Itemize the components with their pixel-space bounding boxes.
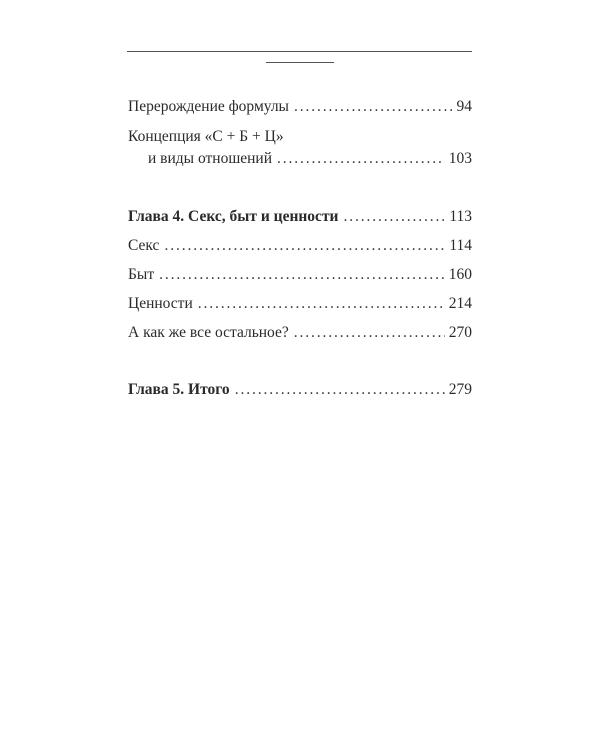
toc-page-number: 279	[448, 381, 472, 398]
toc-entry	[128, 264, 472, 286]
toc-page-number: 103	[448, 150, 472, 167]
toc-entry-title: Секс	[128, 237, 160, 254]
toc-page-number: 214	[448, 295, 472, 312]
dot-leader	[294, 322, 445, 344]
toc-page-number: 160	[448, 266, 472, 283]
toc-page-number: 114	[449, 237, 472, 254]
dot-leader	[294, 96, 453, 118]
toc-entry	[128, 293, 472, 315]
dot-leader	[164, 235, 445, 257]
dot-leader	[343, 206, 445, 228]
toc-chapter-entry	[128, 379, 472, 401]
toc-entry	[128, 96, 472, 118]
toc-chapter-title: Глава 4. Секс, быт и ценности	[128, 208, 339, 225]
header-short-rule	[266, 62, 334, 63]
header-rule	[127, 51, 472, 52]
toc-entry-title: Концепция «С + Б + Ц»	[128, 128, 284, 145]
dot-leader	[277, 148, 445, 170]
toc-entry-title: Перерождение формулы	[128, 98, 289, 115]
toc-entry	[128, 235, 472, 257]
toc-page-number: 270	[448, 324, 472, 341]
toc-entry-title: А как же все остальное?	[128, 324, 289, 341]
toc-entry-title-continuation: и виды отношений	[148, 150, 273, 167]
dot-leader	[198, 293, 445, 315]
toc-entry-title: Быт	[128, 266, 155, 283]
toc-entry	[128, 322, 472, 344]
toc-chapter-entry	[128, 206, 472, 228]
toc-chapter-title: Глава 5. Итого	[128, 381, 230, 398]
toc-entry-title: Ценности	[128, 295, 193, 312]
toc-page-number: 94	[456, 98, 472, 115]
dot-leader	[159, 264, 445, 286]
toc-page-number: 113	[449, 208, 472, 225]
toc-entry	[128, 126, 472, 170]
dot-leader	[235, 379, 445, 401]
table-of-contents	[128, 96, 472, 401]
